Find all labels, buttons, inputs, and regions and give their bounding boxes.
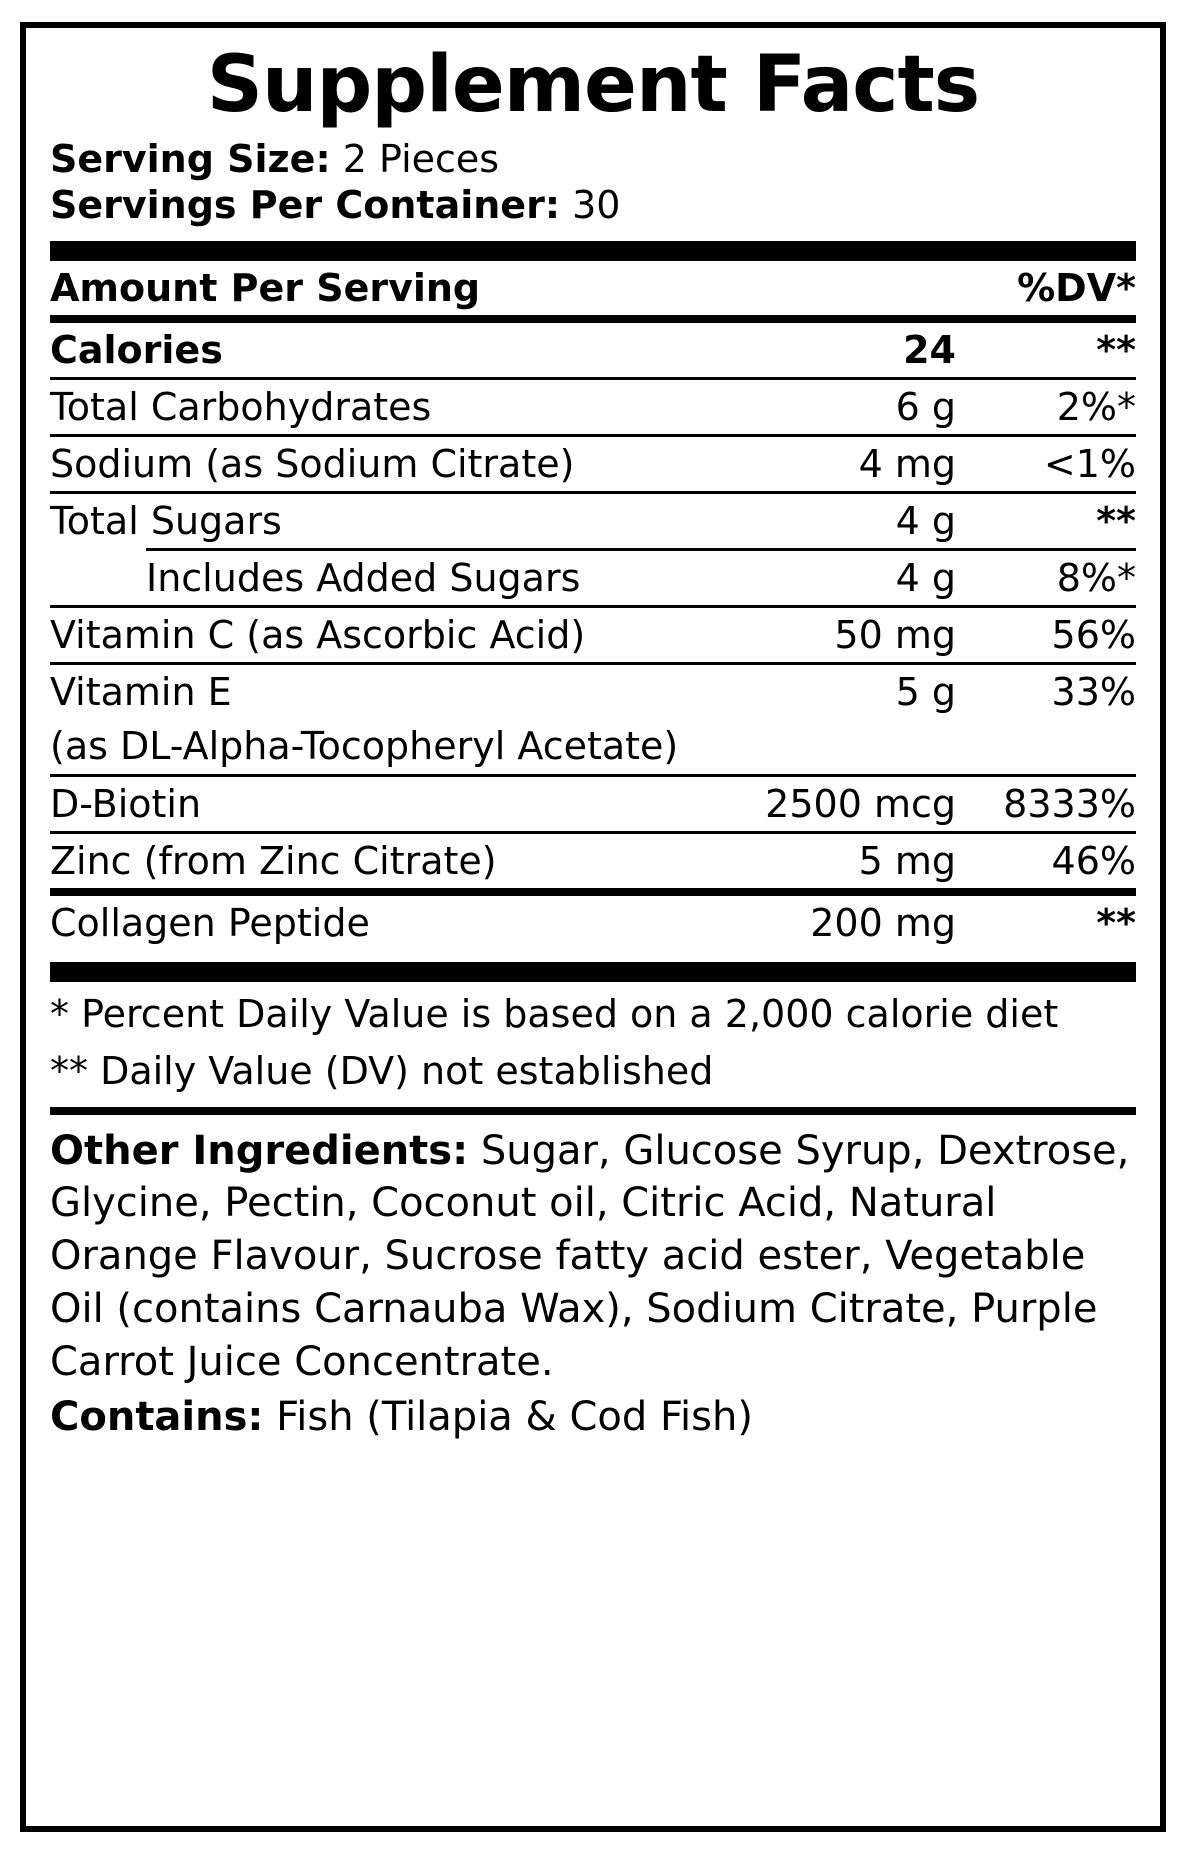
divider-row-9-med (50, 888, 1136, 896)
nutrient-name: Vitamin E (50, 670, 232, 715)
table-row (50, 380, 1136, 434)
nutrient-dv: 8333% (1003, 781, 1136, 826)
serving-size-line (50, 136, 1136, 182)
divider-before-ingredients (50, 1107, 1136, 1115)
nutrient-amount: 4 g (895, 556, 956, 601)
nutrient-name: Collagen Peptide (50, 900, 370, 945)
divider-under-header (50, 315, 1136, 323)
serving-size-label: Serving Size: (50, 137, 331, 182)
nutrient-name: D-Biotin (50, 781, 202, 826)
supplement-facts-panel (20, 22, 1166, 1832)
table-header-row (50, 261, 1136, 315)
nutrient-amount: 200 mg (810, 900, 956, 945)
nutrients-body-4 (50, 494, 1136, 548)
nutrients-body-5 (50, 551, 1136, 605)
divider-thick-top (50, 241, 1136, 261)
table-row-subnote (50, 719, 1136, 773)
divider-thick-bottom (50, 962, 1136, 982)
nutrients-body-7 (50, 665, 1136, 773)
footnote-daily-value: * Percent Daily Value is based on a 2,000 calorie diet (50, 991, 1059, 1036)
table-row (50, 494, 1136, 548)
other-ingredients-label: Other Ingredients: (50, 1127, 469, 1174)
table-row (50, 777, 1136, 831)
contains-value: Fish (Tilapia & Cod Fish) (276, 1393, 753, 1440)
nutrient-dv: 46% (1051, 838, 1136, 883)
nutrients-body-2 (50, 380, 1136, 434)
table-row (50, 665, 1136, 719)
footnote-dv-not-established: ** Daily Value (DV) not established (50, 1049, 714, 1094)
column-header-amount: Amount Per Serving (50, 265, 481, 310)
nutrient-amount: 5 mg (858, 838, 956, 883)
nutrient-name: Total Sugars (50, 499, 282, 544)
other-ingredients-value: Sugar, Glucose Syrup, Dextrose, Glycine, Pectin, Coconut oil, Citric Acid, Natural Orange Flavour, Sucrose fatty acid ester, Vegetable Oil (contains Carnauba Wax), Sodium Citrate, Purple Carrot Juice Concentrate. (50, 1127, 1130, 1385)
nutrient-name: Total Carbohydrates (50, 384, 432, 429)
serving-size-value: 2 Pieces (342, 137, 500, 182)
servings-per-container-label: Servings Per Container: (50, 183, 561, 228)
nutrients-table (50, 261, 1136, 315)
table-row (50, 608, 1136, 662)
nutrients-body-10 (50, 896, 1136, 950)
column-header-dv: %DV* (1017, 265, 1136, 310)
page-title: Supplement Facts (206, 40, 980, 130)
nutrient-amount: 4 g (895, 499, 956, 544)
contains-label: Contains: (50, 1393, 264, 1440)
nutrient-dv: 56% (1051, 613, 1136, 658)
nutrient-amount: 5 g (895, 670, 956, 715)
nutrients-body-3 (50, 437, 1136, 491)
nutrient-dv: 8%* (1056, 556, 1136, 601)
nutrients-body-9 (50, 834, 1136, 888)
table-row (50, 437, 1136, 491)
contains-statement (50, 1391, 1136, 1443)
nutrient-dv: ** (1096, 327, 1136, 372)
table-row (50, 323, 1136, 377)
nutrient-amount: 2500 mcg (765, 781, 956, 826)
nutrients-body (50, 323, 1136, 377)
nutrient-name: Includes Added Sugars (146, 556, 581, 601)
nutrient-dv: ** (1096, 499, 1136, 544)
nutrient-amount: 50 mg (834, 613, 956, 658)
nutrient-amount: 6 g (895, 384, 956, 429)
nutrient-dv: 2%* (1056, 384, 1136, 429)
nutrient-dv: ** (1096, 900, 1136, 945)
servings-per-container-line (50, 182, 1136, 228)
nutrient-name: Calories (50, 327, 223, 372)
table-row (50, 834, 1136, 888)
table-row (50, 896, 1136, 950)
nutrient-source-note: (as DL-Alpha-Tocopheryl Acetate) (50, 724, 679, 769)
nutrient-name: Zinc (from Zinc Citrate) (50, 838, 497, 883)
nutrient-amount: 24 (903, 327, 956, 372)
nutrient-amount: 4 mg (858, 442, 956, 487)
nutrients-body-6 (50, 608, 1136, 662)
nutrient-dv: 33% (1051, 670, 1136, 715)
table-row (50, 551, 1136, 605)
nutrient-name: Sodium (as Sodium Citrate) (50, 442, 575, 487)
nutrients-body-8 (50, 777, 1136, 831)
other-ingredients (50, 1125, 1136, 1389)
servings-per-container-value: 30 (572, 183, 621, 228)
nutrient-dv: <1% (1043, 442, 1136, 487)
nutrient-name: Vitamin C (as Ascorbic Acid) (50, 613, 586, 658)
